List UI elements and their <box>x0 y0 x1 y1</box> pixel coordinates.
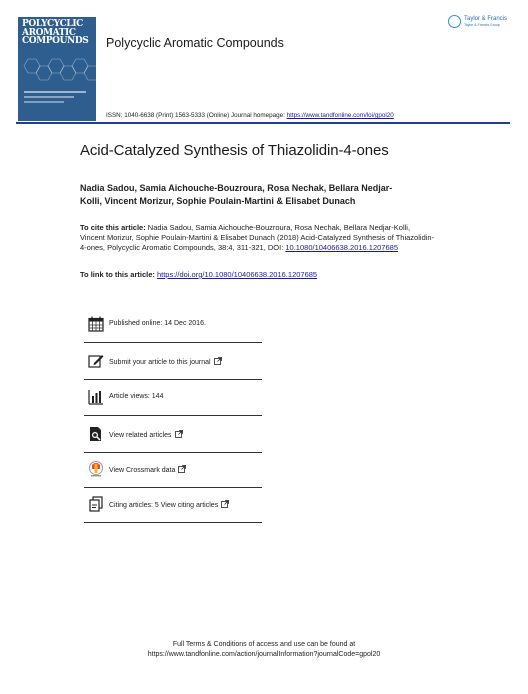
article-title: Acid-Catalyzed Synthesis of Thiazolidin-4-ones <box>80 142 389 159</box>
issn-text: ISSN: 1040-6638 (Print) 1563-5333 (Online) Journal homepage: <box>106 112 287 119</box>
footer-terms-url[interactable]: https://www.tandfonline.com/action/journalInformation?journalCode=gpol20 <box>147 650 381 658</box>
cover-line <box>24 101 64 103</box>
article-doi-url[interactable]: https://doi.org/10.1080/10406638.2016.1207685 <box>156 270 318 279</box>
cover-title-line-2: AROMATIC <box>22 27 76 38</box>
article-views-row <box>84 379 262 416</box>
citing-articles-text: Citing articles: 5 View citing articles <box>109 502 219 509</box>
journal-title: Polycyclic Aromatic Compounds <box>106 36 284 50</box>
journal-homepage-link[interactable]: https://www.tandfonline.com/loi/gpol20 <box>286 112 394 119</box>
calendar-icon <box>88 316 104 332</box>
publisher-logo-icon <box>448 15 461 28</box>
cover-title-line-3: COMPOUNDS <box>22 36 89 46</box>
article-link-label: To link to this article: <box>80 270 157 279</box>
related-articles-row[interactable] <box>84 416 262 453</box>
crossmark-row[interactable] <box>84 451 262 488</box>
cover-line <box>24 96 74 98</box>
citing-documents-icon <box>88 496 104 512</box>
cover-hexagon-pattern <box>18 55 96 89</box>
citation-text: Nadia Sadou, Samia Aichouche-Bouzroura, Rosa Nechak, Bellara Nedjar-Kolli, Vincent Morizur, Sophie Poulain-Martini & Elisabet Dunach (2018) Acid-Catalyzed Synthesis of Thiazolidin-4-ones, Polycyclic Aromatic Compounds, 38:4, 311-321, DOI: <box>80 223 435 252</box>
submit-article-label <box>109 357 222 366</box>
crossmark-text: View Crossmark data <box>109 467 176 474</box>
published-online-label: Published online: 14 Dec 2016. <box>109 320 206 327</box>
citation-label: To cite this article: <box>80 223 146 232</box>
footer <box>0 640 528 659</box>
article-authors <box>80 182 432 208</box>
submit-article-row[interactable] <box>84 343 262 380</box>
publisher-tagline: Taylor & Francis Group <box>464 23 500 27</box>
crossmark-label <box>109 465 186 474</box>
journal-cover <box>18 17 96 121</box>
publisher-logo <box>448 15 512 33</box>
related-articles-label <box>109 430 183 439</box>
external-link-icon <box>175 430 183 438</box>
crossmark-icon <box>88 461 104 477</box>
issn-line <box>106 112 394 119</box>
publisher-name: Taylor & Francis <box>464 16 508 22</box>
citing-articles-label <box>109 500 229 509</box>
external-link-icon <box>178 465 186 473</box>
article-link-line <box>80 270 317 279</box>
article-views-label: Article views: 144 <box>109 393 164 400</box>
cover-title <box>22 20 94 46</box>
authors-line-2: Kolli, Vincent Morizur, Sophie Poulain-Martini & Elisabet Dunach <box>80 196 356 206</box>
cover-line <box>24 91 86 93</box>
citation-block <box>80 223 436 252</box>
citing-articles-row[interactable] <box>84 486 262 523</box>
external-link-icon <box>221 500 229 508</box>
external-link-icon <box>214 357 222 365</box>
header-divider <box>16 122 510 124</box>
authors-line-1: Nadia Sadou, Samia Aichouche-Bouzroura, Rosa Nechak, Bellara Nedjar- <box>80 183 393 193</box>
bar-chart-icon <box>88 389 104 405</box>
related-search-icon <box>88 426 104 442</box>
citation-doi-link[interactable]: 10.1080/10406638.2016.1207685 <box>285 242 398 252</box>
footer-terms-text: Full Terms & Conditions of access and use can be found at <box>172 641 356 648</box>
submit-article-text: Submit your article to this journal <box>109 359 211 366</box>
cover-title-line-1: POLYCYCLIC <box>22 19 83 29</box>
published-online-row <box>84 306 262 343</box>
related-articles-text: View related articles <box>109 432 172 439</box>
edit-icon <box>88 353 104 369</box>
